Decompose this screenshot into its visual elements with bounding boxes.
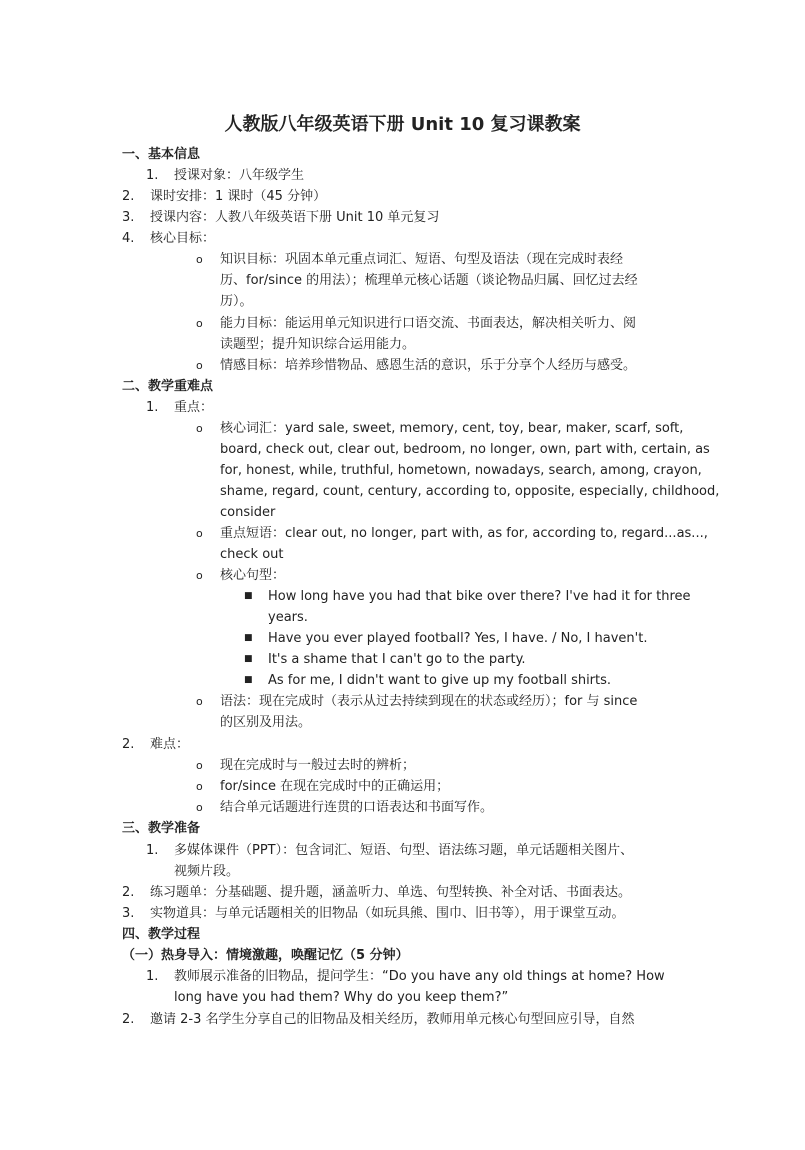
square-bullet-icon: ■ — [244, 654, 253, 664]
circle-bullet-icon: o — [196, 569, 203, 582]
circle-bullet-icon: o — [196, 422, 203, 435]
list-item-cont: 视频片段。 — [174, 864, 240, 879]
core-vocab-cont: for, honest, while, truthful, hometown, nowadays, search, among, crayon, — [220, 463, 702, 478]
ability-goal-cont: 读题型；提升知识综合运用能力。 — [220, 337, 416, 352]
section-heading-basic-info: 一、基本信息 — [122, 147, 201, 162]
difficulty: 现在完成时与一般过去时的辨析； — [220, 758, 416, 773]
list-item: 2. 课时安排：1 课时（45 分钟） — [122, 189, 327, 204]
circle-bullet-icon: o — [196, 527, 203, 540]
list-item-cont: long have you had them? Why do you keep them?” — [174, 990, 509, 1005]
core-vocab-cont: board, check out, clear out, bedroom, no longer, own, part with, certain, as — [220, 442, 710, 457]
sentence-pattern: How long have you had that bike over there? I've had it for three — [268, 589, 691, 604]
knowledge-goal: 知识目标：巩固本单元重点词汇、短语、句型及语法（现在完成时表经 — [220, 252, 624, 267]
section-heading-process: 四、教学过程 — [122, 927, 201, 942]
difficulty: for/since 在现在完成时中的正确运用； — [220, 779, 450, 794]
section-heading-preparation: 三、教学准备 — [122, 821, 201, 836]
core-vocab-cont: consider — [220, 505, 276, 520]
core-vocab: 核心词汇：yard sale, sweet, memory, cent, toy, bear, maker, scarf, soft, — [220, 421, 684, 436]
core-sentences: 核心句型： — [220, 568, 286, 583]
circle-bullet-icon: o — [196, 759, 203, 772]
square-bullet-icon: ■ — [244, 633, 253, 643]
square-bullet-icon: ■ — [244, 591, 253, 601]
list-item: 1. 授课对象：八年级学生 — [146, 168, 305, 183]
knowledge-goal-cont: 历）。 — [220, 294, 253, 309]
list-item: 2. 邀请 2-3 名学生分享自己的旧物品及相关经历，教师用单元核心句型回应引导，自然 — [122, 1012, 635, 1027]
key-phrases: 重点短语：clear out, no longer, part with, as for, according to, regard...as..., — [220, 526, 708, 541]
section-heading-key-points: 二、教学重难点 — [122, 379, 214, 394]
ability-goal: 能力目标：能运用单元知识进行口语交流、书面表达，解决相关听力、阅 — [220, 316, 637, 331]
subsection-heading-warmup: （一）热身导入：情境激趣，唤醒记忆（5 分钟） — [122, 948, 409, 963]
list-item: 1. 重点： — [146, 400, 214, 415]
circle-bullet-icon: o — [196, 359, 203, 372]
list-item: 2. 难点： — [122, 737, 190, 752]
circle-bullet-icon: o — [196, 695, 203, 708]
page-title: 人教版八年级英语下册 Unit 10 复习课教案 — [224, 114, 581, 135]
grammar-cont: 的区别及用法。 — [220, 715, 312, 730]
list-item: 4. 核心目标： — [122, 231, 216, 246]
square-bullet-icon: ■ — [244, 675, 253, 685]
sentence-pattern-cont: years. — [268, 610, 308, 625]
circle-bullet-icon: o — [196, 317, 203, 330]
sentence-pattern: Have you ever played football? Yes, I have. / No, I haven't. — [268, 631, 648, 646]
sentence-pattern: It's a shame that I can't go to the party. — [268, 652, 526, 667]
grammar: 语法：现在完成时（表示从过去持续到现在的状态或经历）；for 与 since — [220, 694, 638, 709]
list-item: 1. 教师展示准备的旧物品，提问学生：“Do you have any old things at home? How — [146, 969, 665, 984]
emotion-goal: 情感目标：培养珍惜物品、感恩生活的意识，乐于分享个人经历与感受。 — [220, 358, 637, 373]
list-item: 1. 多媒体课件（PPT）：包含词汇、短语、句型、语法练习题，单元话题相关图片、 — [146, 843, 634, 858]
circle-bullet-icon: o — [196, 253, 203, 266]
knowledge-goal-cont: 历、for/since 的用法）；梳理单元核心话题（谈论物品归属、回忆过去经 — [220, 273, 638, 288]
list-item: 2. 练习题单：分基础题、提升题，涵盖听力、单选、句型转换、补全对话、书面表达。 — [122, 885, 632, 900]
core-vocab-cont: shame, regard, count, century, according to, opposite, especially, childhood, — [220, 484, 720, 499]
circle-bullet-icon: o — [196, 801, 203, 814]
key-phrases-cont: check out — [220, 547, 284, 562]
circle-bullet-icon: o — [196, 780, 203, 793]
list-item: 3. 授课内容：人教八年级英语下册 Unit 10 单元复习 — [122, 210, 440, 225]
sentence-pattern: As for me, I didn't want to give up my football shirts. — [268, 673, 612, 688]
list-item: 3. 实物道具：与单元话题相关的旧物品（如玩具熊、围巾、旧书等），用于课堂互动。 — [122, 906, 625, 921]
difficulty: 结合单元话题进行连贯的口语表达和书面写作。 — [220, 800, 494, 815]
